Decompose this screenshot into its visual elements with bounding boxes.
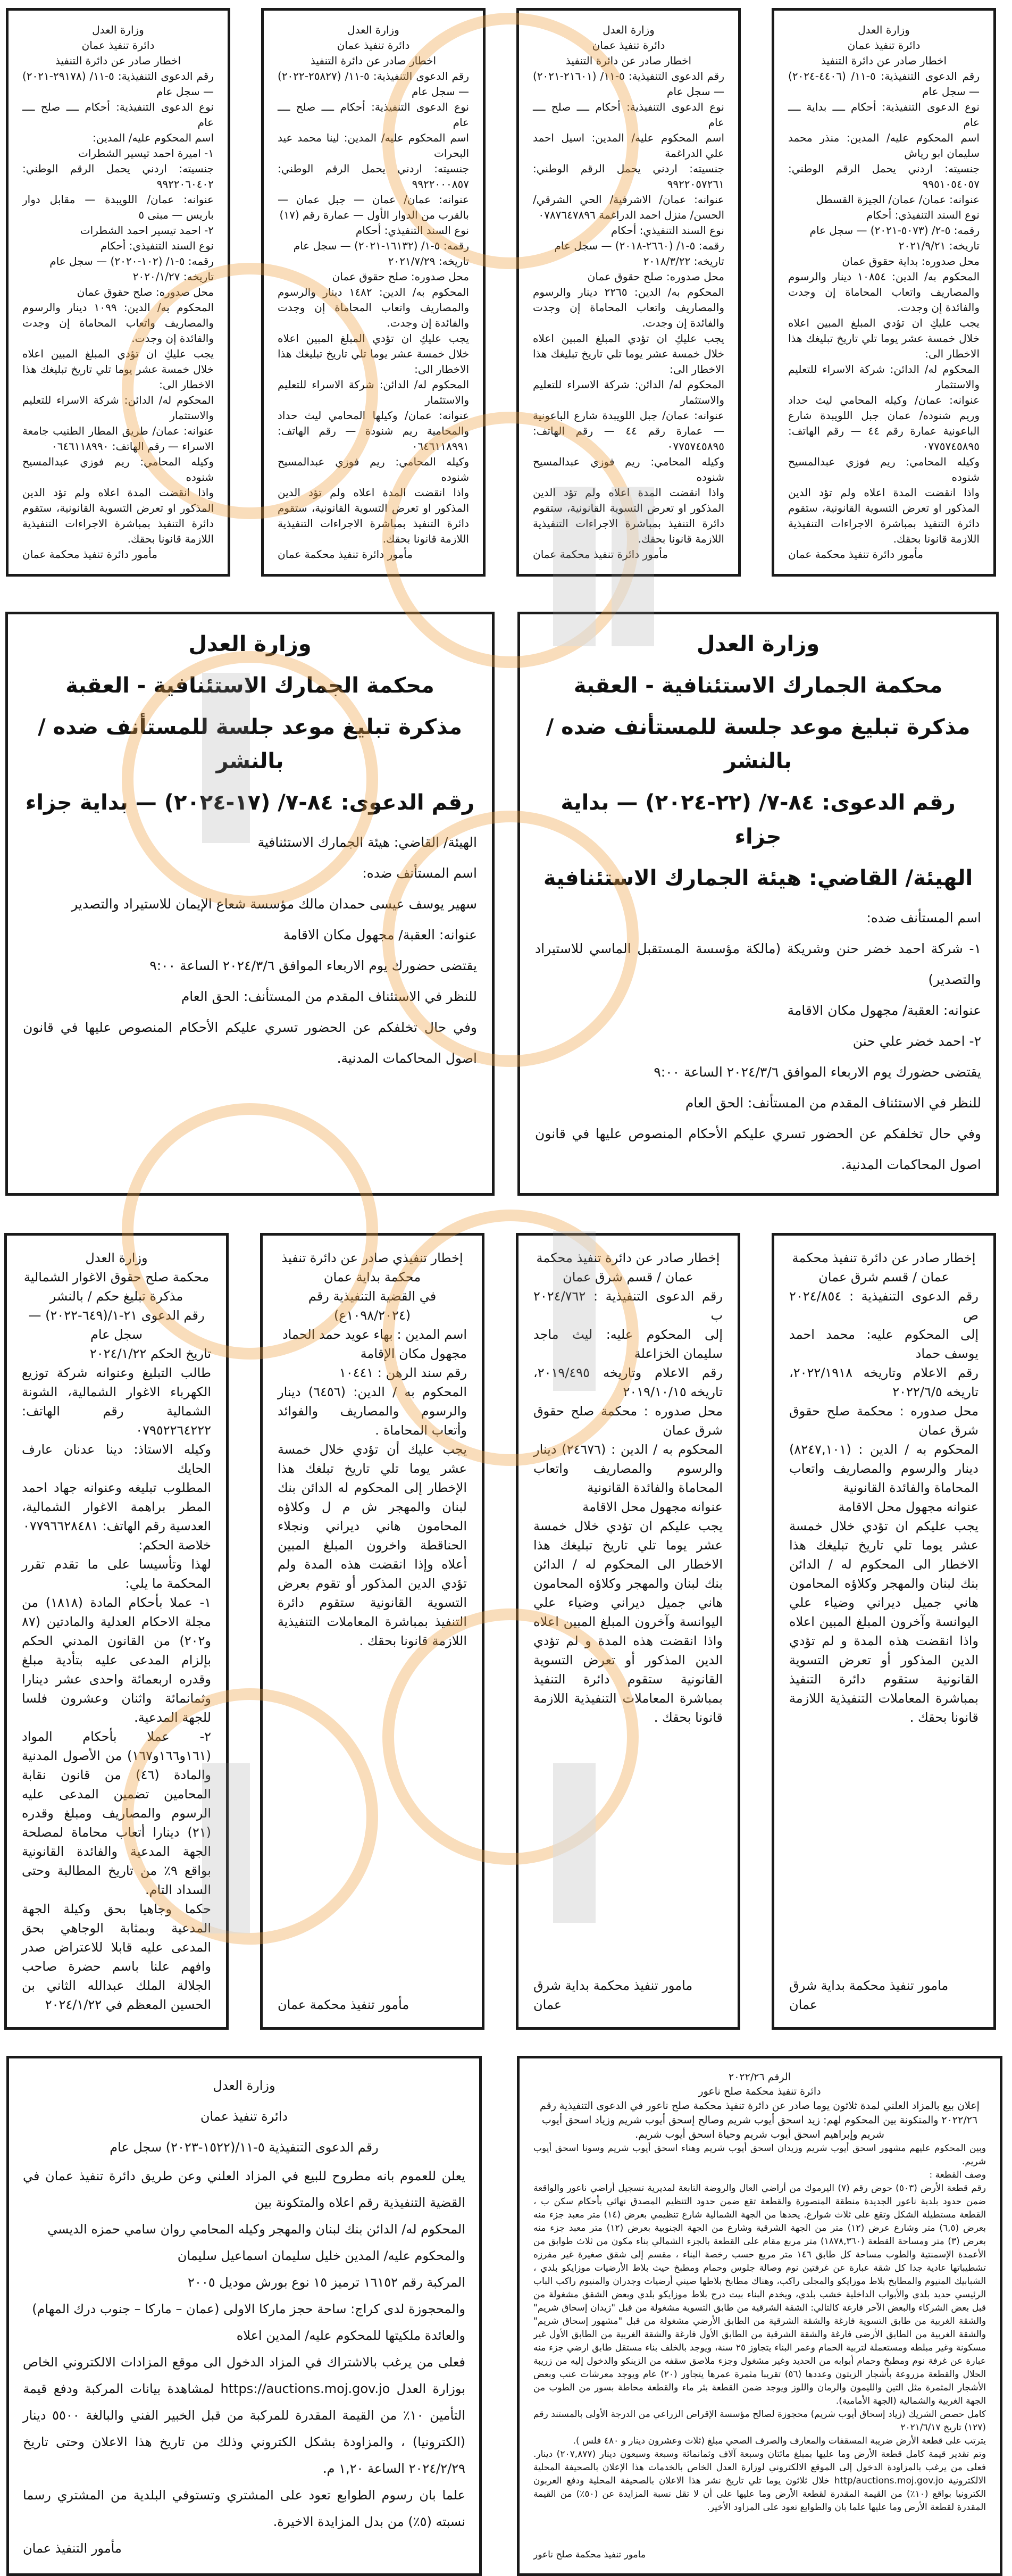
notice-paragraph: يقتضى حضورك يوم الاربعاء الموافق ٢٠٢٤/٣/٦ الساعة ٩:٠٠ xyxy=(654,1064,981,1080)
notice-paragraph: عنوانه: عمان/ جبل اللويبدة شارع الباعونية — عمارة رقم ٤٤ — رقم الهاتف: ٠٧٧٥٧٤٥٨٩٥ xyxy=(533,409,725,453)
notice-paragraph: رقم الدعوى التنفيذية : ٢٠٢٤/٧٦٢ ب xyxy=(533,1289,723,1323)
notice-paragraph: رقم الدعوى التنفيذية: ٥-١١/ (٢٩١٧٨-٢٠٢١) — سجل عام xyxy=(22,70,214,98)
notice-amman-execution-21601 xyxy=(516,8,741,577)
notice-header-line: رقم الدعوى التنفيذية ٥-١١/(١٥٢٢-٢٠٢٣) سجل عام xyxy=(110,2140,379,2155)
notice-paragraph: جنسيته: اردني يحمل الرقم الوطني: ٩٩٢٢٠٥٧٢٦١ xyxy=(533,162,724,190)
notice-amman-execution-4406 xyxy=(772,8,996,577)
notice-header-line: إخطار صادر عن دائرة تنفيذ محكمة عمان / قسم شرق عمان xyxy=(536,1251,720,1285)
notice-paragraph: واذا انقضت المدة اعلاه ولم تؤد الدين المذكور او تعرض التسوية القانونية، ستقوم دائرة التنفيذ بمباشرة الاجراءات التنفيذية اللازمة قانونا بحقك. xyxy=(278,486,469,545)
notice-paragraph: المحكوم به / الدين : (٢٤٦٧٦) دينار والرسوم والمصاريف واتعاب المحاماة والفائدة القانونية xyxy=(533,1442,723,1495)
notice-paragraph: المحكوم به/ الدين: ١٤٨٢ دينار والرسوم والمصاريف واتعاب المحاماة إن وجدت والفائدة إن وجدت. xyxy=(278,286,469,329)
notice-paragraph: واذا انقضت المدة اعلاه ولم تؤد الدين المذكور او تعرض التسوية القانونية، ستقوم دائرة التنفيذ بمباشرة الاجراءات التنفيذية اللازمة قانونا بحقك. xyxy=(533,486,724,545)
notice-paragraph: إلى المحكوم عليه: محمد احمد يوسف حماد xyxy=(789,1327,978,1361)
notice-amman-first-instance-1098 xyxy=(260,1233,484,2030)
top-notices-row xyxy=(0,8,1012,577)
notice-paragraph: نوع السند التنفيذي: أحكام xyxy=(610,224,724,237)
notice-paragraph: يعلن للعموم بانه مطروح للبيع في المزاد العلني وعن طريق دائرة تنفيذ عمان في القضية التنفيذية رقم اعلاه والمتكونة بين xyxy=(23,2169,465,2210)
notice-header xyxy=(278,1248,467,1325)
notice-east-amman-854 xyxy=(772,1233,996,2030)
notice-paragraph: نوع السند التنفيذي: أحكام xyxy=(866,209,980,221)
notice-paragraph: اسم المحكوم عليه/ المدين: xyxy=(93,131,214,144)
notice-header xyxy=(22,1248,211,1344)
notice-paragraph: والمحجوزة لدى كراج: ساحة حجز ماركا الاولى (عمان – ماركا – جنوب درك المهام) xyxy=(32,2302,465,2316)
notice-body xyxy=(278,69,469,547)
notice-paragraph: وكيله المحامي: ريم فوزي عبدالمسيح شنوده xyxy=(22,455,214,483)
notice-header xyxy=(533,22,724,69)
notice-paragraph: رقم الدعوى التنفيذية: ٥-١١/ (٢١٦٠١-٢٠٢١) — سجل عام xyxy=(533,70,724,98)
notice-paragraph: اسم المحكوم عليه/ المدين: اسيل احمد علي الدراغمة xyxy=(533,131,724,160)
notice-signature: مأمور دائرة تنفيذ محكمة عمان xyxy=(278,548,413,561)
notice-paragraph: محل صدوره: صلح حقوق عمان xyxy=(587,270,724,283)
notice-paragraph: وكيله المحامي: ريم فوزي عبدالمسيح شنوده xyxy=(788,455,980,483)
notice-body xyxy=(23,827,477,1180)
notice-header-line: دائرة تنفيذ عمان xyxy=(200,2109,288,2124)
notice-paragraph: اسم المستأنف ضده: xyxy=(362,865,477,881)
notice-paragraph: المحكوم به/ الدين: ١٠٨٥٤ دينار والرسوم والمصاريف واتعاب المحاماة إن وجدت والفائدة إن وجدت. xyxy=(788,270,980,314)
notice-paragraph: واذا انقضت المدة اعلاه ولم تؤد الدين المذكور او تعرض التسوية القانونية، ستقوم دائرة التنفيذ بمباشرة الاجراءات التنفيذية اللازمة قانونا بحقك. xyxy=(788,486,980,545)
notice-header xyxy=(23,627,477,827)
notice-paragraph: اسم المحكوم عليه/ المدين: لينا محمد عيد البحرات xyxy=(278,131,469,160)
notice-paragraph: عنوانه: العقبة/ مجهول مكان الاقامة xyxy=(787,1003,981,1018)
notice-paragraph: عنوانه: العقبة/ مجهول مكان الاقامة xyxy=(283,927,477,943)
notice-paragraph: يجب عليكِ ان تؤدي المبلغ المبين اعلاه خلال خمسة عشر يوما تلي تاريخ تبليغك هذا الاخطار الى: xyxy=(22,347,214,391)
notice-customs-appeal-22 xyxy=(517,612,999,1196)
notice-header xyxy=(22,22,214,69)
notice-paragraph: المحكوم له/ الدائن: شركة الاسراء للتعليم والاستثمار xyxy=(22,394,214,422)
notice-paragraph: جنسيته: اردني يحمل الرقم الوطني: ٩٩٥١٠٥٤٠٥٧ xyxy=(788,162,980,190)
notice-header-line: دائرة تنفيذ محكمة صلح ناعور xyxy=(698,2086,821,2097)
notice-header-line: اخطار صادر عن دائرة التنفيذ xyxy=(55,54,181,67)
notice-paragraph: وكيله المحامي: ريم فوزي عبدالمسيح شنوده xyxy=(278,455,469,483)
notice-paragraph: رقم الدعوى التنفيذية : ٢٠٢٤/٨٥٤ ص xyxy=(789,1289,978,1323)
notice-signature: مامور تنفيذ محكمة بداية شرق عمان xyxy=(789,1978,949,2012)
notice-header-line: اخطار صادر عن دائرة التنفيذ xyxy=(310,54,437,67)
notice-signature: مامور تنفيذ محكمة بداية شرق عمان xyxy=(533,1978,693,2012)
notice-header-line: وزارة العدل xyxy=(188,632,312,656)
notice-paragraph: خلاصة الحكم: xyxy=(138,1538,211,1553)
notice-header xyxy=(23,2070,465,2163)
notice-paragraph: يجب عليكِ ان تؤدي المبلغ المبين اعلاه خلال خمسة عشر يوما تلي تاريخ تبليغك هذا الاخطار الى: xyxy=(533,332,724,376)
notice-paragraph: محل صدوره: بداية حقوق عمان xyxy=(842,255,980,268)
notice-paragraph: رقمه: ٥-١/ (١٦١٣٢-٢٠٢١) — سجل عام xyxy=(293,239,469,252)
notice-body xyxy=(535,903,981,1180)
notice-body xyxy=(23,2163,465,2535)
notice-header-line: محكمة صلح حقوق الاغوار الشمالية xyxy=(23,1270,210,1285)
notice-body xyxy=(278,1325,467,1995)
notice-paragraph: عنوانه: عمان/ عمان/ الجيزة القسطل xyxy=(816,193,980,206)
notice-paragraph: نوع الدعوى التنفيذية: أحكام ــــ صلح ــــ عام xyxy=(22,101,214,129)
notice-paragraph: عنوانه: عمان/ طريق المطار الطنيب جامعة الاسراء — رقم الهاتف: ٠٦٤٦١١٨٩٩٠ xyxy=(22,424,214,453)
notice-signature: مأمور دائرة تنفيذ محكمة عمان xyxy=(533,548,668,561)
notice-header-line: محكمة الجمارك الاستئنافية - العقبة xyxy=(65,673,434,698)
notice-paragraph: حكما وجاهيا بحق وكيلة الجهة المدعية وبمثابة الوجاهي بحق المدعى عليه قابلا للاعتراض صدر وافهم علنا باسم حضرة صاحب الجلالة الملك عبدالله الثاني بن الحسين المعظم في ٢٠٢٤/١/٢٢ xyxy=(22,1902,211,2012)
notice-header-line: دائرة تنفيذ عمان xyxy=(847,39,921,52)
notice-paragraph: عنوانه مجهول محل الاقامة xyxy=(582,1499,723,1514)
notice-paragraph: ٢- احمد خضر علي حنن xyxy=(852,1033,981,1049)
notice-east-amman-762 xyxy=(516,1233,740,2030)
notice-header-line: وزارة العدل xyxy=(696,632,820,656)
notice-paragraph: رقم الدعوى التنفيذية: ٥-١١/ (٤٤٠٦-٢٠٢٤) — سجل عام xyxy=(788,70,980,98)
notice-signature: مأمور التنفيذ عمان xyxy=(23,2541,122,2556)
notice-paragraph: مجهول مكان الإقامة xyxy=(360,1346,467,1361)
notice-header-line: وزارة العدل xyxy=(347,23,399,36)
notice-body xyxy=(788,69,980,547)
notice-header-line: مذكرة تبليغ موعد جلسة للمستأنف ضده / بالنشر xyxy=(38,715,462,773)
notice-paragraph: عنوانه مجهول محل الاقامة xyxy=(838,1499,978,1514)
notice-header-line: وزارة العدل xyxy=(85,1251,148,1265)
notice-paragraph: تاريخه: ٢٠١٨/٣/٢٢ xyxy=(643,255,724,268)
notice-paragraph: سهير يوسف عيسى حمدان مالك مؤسسة شعاع الإيمان للاستيراد والتصدير xyxy=(71,896,477,912)
notice-paragraph: تاريخ الحكم ٢٠٢٤/١/٢٢ xyxy=(89,1346,211,1361)
notice-header-line: رقم الدعوى: ٨٤-٧/ (٢٢-٢٠٢٤) — بداية جزاء xyxy=(561,790,956,849)
notice-paragraph: محل صدوره: صلح حقوق عمان xyxy=(332,270,469,283)
notice-header-line: إخطار تنفيذي صادر عن دائرة تنفيذ محكمة بداية عمان xyxy=(281,1251,463,1285)
notice-paragraph: المحكوم له/ الدائن: شركة الاسراء للتعليم والاستثمار xyxy=(278,378,469,406)
notice-header-line: رقم الدعوى ٢١-١/(٦٤٩-٢٠٢٢) — سجل عام xyxy=(28,1308,205,1342)
notice-paragraph: ٢- عملا بأحكام المواد (١٦١و١٦٦و١٦٧) من الأصول المدنية والمادة (٤٦) من قانون نقابة المحامين تضمين المدعى عليه الرسوم والمصاريف ومبلغ وقدره (٢١) دينارا أتعاب محاماة لمصلحة الجهة المدعية والفائدة القانونية بواقع ٩٪ من تاريخ المطالبة وحتى السداد التام. xyxy=(22,1729,212,1897)
notice-amman-vehicle-auction xyxy=(6,2056,482,2576)
notice-paragraph: نوع الدعوى التنفيذية: أحكام ــــ صلح ــــ عام xyxy=(278,101,469,129)
notice-paragraph: وفي حال تخلفكم عن الحضور تسري عليكم الأحكام المنصوص عليها في قانون اصول المحاكمات المدنية. xyxy=(535,1126,981,1172)
notice-amman-execution-29178 xyxy=(6,8,230,577)
notice-paragraph: المحكوم به/ الدين: ٢٢٦٥ دينار والرسوم والمصاريف واتعاب المحاماة إن وجدت والفائدة إن وجدت. xyxy=(533,286,724,329)
notice-paragraph: رقم سند الرهن : ١٠٤٤١ xyxy=(339,1365,467,1380)
notice-paragraph: المحكوم به / الدين: (٦٤٥٦) دينار والرسوم والمصاريف والفوائد وأتعاب المحاماة . xyxy=(278,1385,467,1438)
notice-paragraph: إلى المحكوم عليه: ليث ماجد سليمان الخزاعلة xyxy=(533,1327,723,1361)
notice-paragraph: يجب عليكم ان تؤدي خلال خمسة عشر يوما تلي تاريخ تبليغك هذا الاخطار الى المحكوم له / الدائن بنك لبنان والمهجر وكلاؤه المحامون هاني جميل ديراني وضياء علي اليوانسة وآخرون المبلغ المبين اعلاه واذا انقضت هذه المدة و لم تؤدي الدين المذكور أو تعرض التسوية القانونية ستقوم دائرة التنفيذ بمباشرة المعاملات التنفيذية اللازمة قانونا بحقك . xyxy=(533,1519,723,1725)
notice-paragraph: وكيله المحامي: ريم فوزي عبدالمسيح شنوده xyxy=(533,455,724,483)
notice-header xyxy=(533,2070,986,2142)
notice-paragraph: ١- عملا بأحكام المادة (١٨١٨) من مجلة الاحكام العدلية والمادتين (٨٧ و٢٠٢) من القانون المدني الحكم بإلزام المدعى عليه بتأدية مبلغ وقدره اربعمائة واحدى عشر دينارا وثمانمائة واثنان وعشرون فلسا للجهة المدعية. xyxy=(22,1595,211,1725)
notice-paragraph: تاريخه: ٢٠٢١/٧/٢٩ xyxy=(388,255,469,268)
notice-header xyxy=(533,1248,723,1287)
notice-paragraph: المحكوم له/ الدائن: شركة الاسراء للتعليم والاستثمار xyxy=(533,378,724,406)
notice-header-line: محكمة الجمارك الاستئنافية - العقبة xyxy=(573,673,943,698)
notice-header-line: وزارة العدل xyxy=(603,23,655,36)
notice-paragraph: والعائدة ملكيتها للمحكوم عليه/ المدين اعلاه xyxy=(236,2328,465,2343)
notice-paragraph: رقم الدعوى التنفيذية: ٥-١١/ (٢٥٨٢٧-٢٠٢٢) — سجل عام xyxy=(278,70,469,98)
notice-paragraph: المحكوم به/ الدين: ١٠٩٩ دينار والرسوم والمصاريف واتعاب المحاماة إن وجدت والفائدة إن وجدت. xyxy=(22,301,214,345)
notice-paragraph: رقمه: ٥-١/ (٢٦٦٠-٢٠١٨) — سجل عام xyxy=(554,239,724,252)
notice-header-line: إخطار صادر عن دائرة تنفيذ محكمة عمان / قسم شرق عمان xyxy=(792,1251,976,1285)
notice-header-line: إعلان بيع بالمزاد العلني لمدة ثلاثون يوما صادر عن دائرة تنفيذ محكمة صلح ناعور في الدعوى التنفيذية رقم ٢٠٢٢/٢٦ والمتكونة بين المحكوم لهم: زيد اسحق أيوب شريم وصالح إسحق أيوب شريم وزياد اسحق أيوب شريم وإبراهيم اسحق أيوب شريم وحياة اسحق أيوب شريم. xyxy=(540,2100,980,2140)
notice-paragraph: وصف القطعة : xyxy=(929,2170,986,2180)
notice-paragraph: عنوانه: عمان/ عمان — جبل عمان — بالقرب من الدوار الأول — عمارة رقم (١٧) xyxy=(278,193,469,221)
notice-paragraph: وفي حال تخلفكم عن الحضور تسري عليكم الأحكام المنصوص عليها في قانون اصول المحاكمات المدنية. xyxy=(23,1020,477,1066)
notice-header-line: وزارة العدل xyxy=(858,23,910,36)
notice-paragraph: نوع السند التنفيذي: أحكام xyxy=(100,239,214,252)
notice-header-line: اخطار صادر عن دائرة التنفيذ xyxy=(821,54,947,67)
notice-paragraph: اسم المحكوم عليه/ المدين: منذر محمد سليمان ابو رياش xyxy=(788,131,980,160)
notice-paragraph: للنظر في الاستئناف المقدم من المستأنف: الحق العام xyxy=(181,989,477,1004)
notice-paragraph: محل صدوره : محكمة صلح حقوق شرق عمان xyxy=(533,1404,723,1438)
notice-paragraph: اسم المدين : بهاء عويد حمد الحماد xyxy=(282,1327,467,1342)
notice-paragraph: علما بان رسوم الطوابع تعود على المشتري وتستوفي البلدية من المشتري رسما نسبته (٥٪) من بدل المزايدة الاخيرة. xyxy=(23,2488,465,2529)
notice-naour-land-auction xyxy=(517,2056,1002,2576)
notice-paragraph: يترتب على قطعة الأرض ضريبة المسقفات والمعارف والصرف الصحي مبلغ (ثلاث وعشرون دينار و ٤٨٠ فلس ). xyxy=(573,2436,986,2446)
notice-header-line: مذكرة تبليغ حكم / بالنشر xyxy=(49,1289,183,1304)
notice-paragraph: جنسيته: اردني يحمل الرقم الوطني: ٩٩٢٢٠٠٠٨٥٧ xyxy=(278,162,469,190)
notice-header xyxy=(278,22,469,69)
notice-paragraph: يجب عليكِ ان تؤدي المبلغ المبين اعلاه خلال خمسة عشر يوما تلي تاريخ تبليغك هذا الاخطار الى: xyxy=(278,332,469,376)
notice-paragraph: تاريخه: ٢٠٢٠/١/٢٧ xyxy=(132,270,214,283)
notice-paragraph: يجب عليكم ان تؤدي خلال خمسة عشر يوما تلي تاريخ تبليغك هذا الاخطار الى المحكوم له / الدائن بنك لبنان والمهجر وكلاؤه المحامون هاني جميل ديراني وضياء علي اليوانسة وآخرون المبلغ المبين اعلاه واذا انقضت هذه المدة و لم تؤدي الدين المذكور أو تعرض التسوية القانونية ستقوم دائرة التنفيذ بمباشرة المعاملات التنفيذية اللازمة قانونا بحقك . xyxy=(789,1519,978,1725)
notice-header-line: مذكرة تبليغ موعد جلسة للمستأنف ضده / بالنشر xyxy=(546,715,971,773)
notice-paragraph: يجب عليكِ ان تؤدي المبلغ المبين اعلاه خلال خمسة عشر يوما تلي تاريخ تبليغك هذا الاخطار الى: xyxy=(788,316,980,360)
notice-paragraph: المحكوم له/ الدائن: شركة الاسراء للتعليم والاستثمار xyxy=(788,363,980,391)
notice-header-line: دائرة تنفيذ عمان xyxy=(81,39,155,52)
notice-paragraph: طالب التبليغ وعنوانه شركة توزيع الكهرباء الاغوار الشمالية، الشونة الشمالية رقم الهاتف: ٠٧٩٥٢٢٦٤٢٢٢ xyxy=(22,1365,211,1438)
notice-paragraph: رقمه: ٥-٢/ (٥٠٧٣-٢٠٢١) — سجل عام xyxy=(809,224,980,237)
notice-body xyxy=(533,69,724,547)
notice-header-line: دائرة تنفيذ عمان xyxy=(337,39,410,52)
notice-paragraph: وكيله الاستاذ: دينا عدنان عارف الحايك xyxy=(22,1442,211,1476)
notice-paragraph: لهذا وتأسيسا على ما تقدم تقرر المحكمة ما يلي: xyxy=(22,1557,211,1591)
notice-body xyxy=(22,1344,211,2014)
notice-header-line: وزارة العدل xyxy=(92,23,144,36)
notice-header-line: في القضية التنفيذية رقم xyxy=(308,1289,437,1304)
notice-header-line: وزارة العدل xyxy=(213,2078,275,2093)
notice-paragraph: الهيئة/ القاضي: هيئة الجمارك الاستئنافية xyxy=(257,835,477,850)
notice-paragraph: محل صدوره : محكمة صلح حقوق شرق عمان xyxy=(789,1404,978,1438)
notice-header-line: (١٠٩٨/٢٠٢٤ع) xyxy=(333,1308,411,1323)
notice-header-line: الهيئة/ القاضي: هيئة الجمارك الاستئنافية xyxy=(543,866,973,890)
notice-paragraph: رقم الاعلام وتاريخه ٢٠٢٢/١٩١٨، تاريخه ٢٠٢٢/٦/٥ xyxy=(789,1365,978,1399)
notice-paragraph: محل صدوره: صلح حقوق عمان xyxy=(77,286,214,298)
notice-paragraph: رقم قطعة الأرض (٥٠٣) حوض رقم (٧) اليرموك من أراضي العال والروضة التابعة لمديرية تسجيل أراضي ناعور والواقعة ضمن حدود بلدية ناعور الجديدة منطقة المنصورة والقطعة تقع ضمن حدود التنظيم المصدق نهائي بأحكام سكن ب ، القطعة مستطيلة الشكل وتقع على ثلاث شوارع. يحدها من الجهة الشمالية شارع تنظيمي بعرض (١٤) متر معبد جزء منه بعرض (٦,٥) متر وشارع عرض (١٢) متر من الجهة الشرقية وشارع من الجهة الجنوبية بعرض (١٢) متر معبد جزء منه بعرض (٣) متر ومساحة القطعة (١٨٧٨,٣٦٠) متر مربع مقام على القطعة بالجزء الشمالي بناء مكون من ثلاث طوابق من الأعمدة الإسمنتية والطوب مساحة كل طابق ١٤٦ متر مربع حسب رخصة البناء ، مقسم إلى شقق صغيرة غير مفرزه تشطيباتها عادية جدا كل شقة عبارة عن غرفتين نوم وصالة جلوس وحمام ومطبخ حيث بلاط الأرضيات موزايكو بلدي ، الشبابيك المنيوم والمطابخ بلاط موزايكو والمجلى راكب، وهناك مطابخ بلاطها صيني أرضيات وجدران والمنيوم راكب الباب الرئيسي حديد بلدي والأبواب الداخلية خشب بلدي، ويخدم البناء بيت درج بلاط موزايكو بلدي وبعض الشقق مشغولة من قبل بعض الشركاء والبعض الآخر فارغة كالتالي: الشقة الشرقية من طابق التسوية مشغولة من قبل "زيدان إسحاق شريم" والشقة الغربية من طابق التسوية فارغة والشقة الشرقية من الطابق الأرضي مشغولة من قبل "مشهور إسحاق شريم" والشقة الغربية من الطابق الأرضي فارغة والشقة الشرقية من الطابق الأول فارغة والشقة الغربية من الطابق الأول غير مسكونة وغير مبلطه ومستعملة لتربية الحمام وعمر البناء يتجاوز ٢٥ سنة، ويوجد بالخلف بناء مستقل طابق ارضي جزء منه عبارة عن غرفة نوم ومطبخ وحمام أبوابه من الحديد وغير مشغول وجزء ملاصق سقفه من الزينكو والدخول إليه من زريبة الحلال والقطعة مزروعة بأشجار الزيتون وعددها (٥٦) تقريبا مثمرة عمرها يتجاوز (٢٠) عام ويوجد معرشات عنب وبعض الأشجار المثمرة مثل التين والليمون والرمان واللوز ويوجد ضمن القطعة بئر ماء والقطعة محاطة بسور من الطوب من الجهة الغربية والشمالية (الجهة الأمامية). xyxy=(533,2183,986,2406)
notice-paragraph: وبين المحكوم عليهم مشهور اسحق أيوب شريم وزيدان اسحق أيوب شريم وهناء اسحق أيوب شريم وسونا اسحق أيوب شريم. xyxy=(533,2143,986,2167)
notice-paragraph: وتم تقدير قيمة كامل قطعة الأرض وما عليها بمبلغ مائتان وسبعة آلاف وثمانمائة وسبعة وسبعون دينار (٢٠٧,٨٧٧) دينار. فعلى من يرغب بالمزاودة الدخول إلى الموقع الالكتروني لوزارة العدل الخاص بالخدمات هذا الإعلان بالصحيفة المحلية الالكترونية http/auctions.moj.gov.jo خلال ثلاثون يوما تلي تاريخ نشر هذا الاعلان بالصحيفة المحلية ودفع العربون الكترونيا بواقع (١٠٪) من القيمة المقدرة لقطعة الأرض وما عليها على أن لا تقل نسبة المزايدة عن (٥٠٪) من القيمة المقدرة لقطعة الأرض وما عليها علما بان والطوابع تعود على المزاود الأخير. xyxy=(533,2449,986,2513)
notice-paragraph: نوع الدعوى التنفيذية: أحكام ــــ بداية ــــ عام xyxy=(788,101,980,129)
notice-paragraph: عنوانه: عمان/ وكيلها المحامي ليث حداد والمحامية ريم شنودة — رقم الهاتف: ٠٦٤٦١١٨٩٩١ xyxy=(278,409,469,453)
notice-paragraph: تاريخه: ٢٠٢١/٩/٢١ xyxy=(898,239,980,252)
notice-paragraph: المركبة رقم ١٦١٥٢ ترميز ١٥ نوع بورش موديل ٢٠٠٥ xyxy=(188,2275,465,2290)
notice-signature: مأمور دائرة تنفيذ محكمة عمان xyxy=(788,548,923,561)
notice-paragraph: واذا انقضت المدة اعلاه ولم تؤد الدين المذكور او تعرض التسوية القانونية، ستقوم دائرة التنفيذ بمباشرة الاجراءات التنفيذية اللازمة قانونا بحقك. xyxy=(22,486,214,545)
notice-paragraph: عنوانه: عمان/ وكيله المحامي ليث حداد وريم شنوده/ عمان جبل اللويبدة شارع الباعونية عمارة رقم ٤٤ — رقم الهاتف: ٠٧٧٥٧٤٥٨٩٥ xyxy=(788,394,980,453)
notice-paragraph: اسم المستأنف ضده: xyxy=(866,910,981,926)
notice-header-line: رقم الدعوى: ٨٤-٧/ (١٧-٢٠٢٤) — بداية جزاء xyxy=(25,790,475,815)
middle-notices-row xyxy=(0,612,1012,1196)
notice-signature: مأمور دائرة تنفيذ محكمة عمان xyxy=(22,548,157,561)
notice-paragraph: كامل حصص الشريك (زياد إسحاق أيوب شريم) محجوزة لصالح مؤسسة الإقراض الزراعي من الدرجة الأولى بالمستند رقم (١٢٧) تاريخ ٢٠٢١/٦/١٧ xyxy=(533,2409,986,2433)
bottom-notices-row xyxy=(0,2056,1012,2576)
notice-paragraph: والمحكوم عليه/ المدين خليل سليمان اسماعيل سليمان xyxy=(177,2248,465,2263)
notice-paragraph: رقمه: ٥-١/ (١٠٢-٢٠٢٠) — سجل عام xyxy=(49,255,214,268)
notice-body xyxy=(533,2142,986,2548)
notice-header xyxy=(789,1248,978,1287)
notice-paragraph: ١- اميرة احمد تيسير الشطرات xyxy=(78,147,214,160)
notice-paragraph: فعلى من يرغب بالاشتراك في المزاد الدخول الى موقع المزادات الالكتروني الخاص بوزارة العدل https://auctions.moj.gov.jo لمشاهدة بيانات المركبة ودفع قيمة التأمين ١٠٪ من القيمة المقدرة للمركبة من قبل الخبير الفني والبالغة ٥٥٠٠ دينار (الكترونيا) ، والمزاودة بشكل الكتروني وذلك من تاريخ هذا الاعلان وحتى تاريخ ٢٠٢٤/٢/٢٩ الساعة ١,٢٠ م. xyxy=(23,2355,465,2476)
notice-header-line: اخطار صادر عن دائرة التنفيذ xyxy=(565,54,692,67)
notice-paragraph: المحكوم له/ الدائن بنك لبنان والمهجر وكيله المحامي روان سامي حمزه الديسي xyxy=(47,2222,465,2237)
notice-paragraph: رقم الاعلام وتاريخه ٢٠١٩/٤٩٥، تاريخه ٢٠١٩/١٠/١٥ xyxy=(533,1365,723,1399)
notice-header-line: الرقم ٢٠٢٢/٢٦ xyxy=(729,2071,791,2083)
notice-header xyxy=(788,22,980,69)
notice-paragraph: جنسيته: اردني يحمل الرقم الوطني: ٩٩٢٢٠٦٠٤٠٢ xyxy=(22,162,214,190)
notice-paragraph: ٢- احمد تيسير احمد الشطرات xyxy=(80,224,214,237)
notice-paragraph: يقتضى حضورك يوم الاربعاء الموافق ٢٠٢٤/٣/٦ الساعة ٩:٠٠ xyxy=(149,958,477,973)
notice-body xyxy=(22,69,214,547)
notice-paragraph: المحكوم به / الدين : (٨٢٤٧,١٠١) دينار والرسوم والمصاريف واتعاب المحاماة والفائدة القانونية xyxy=(789,1442,978,1495)
notice-header-line: دائرة تنفيذ عمان xyxy=(592,39,665,52)
notice-amman-execution-25827 xyxy=(261,8,486,577)
notice-paragraph: نوع الدعوى التنفيذية: أحكام ــــ صلح ــــ عام xyxy=(533,101,724,129)
notice-customs-appeal-17 xyxy=(5,612,495,1196)
notice-paragraph: عنوانه: عمان/ الاشرفية/ الحي الشرقي/ الحسن/ منزل احمد الدراغمة ٠٧٨٧٦٤٧٨٩٦ xyxy=(533,193,724,221)
notice-paragraph: المطلوب تبليغه وعنوانه جهاد احمد المطر براهمة الاغوار الشمالية، العدسية رقم الهاتف: ٠٧٧٩٦٦٢٨٤٨١ xyxy=(22,1480,211,1533)
notice-signature: مأمور تنفيذ محكمة عمان xyxy=(278,1997,409,2012)
notice-northern-jordan-valley-judgment xyxy=(4,1233,229,2030)
notice-signature: مامور تنفيذ محكمة صلح ناعور xyxy=(533,2549,646,2560)
notice-header xyxy=(535,627,981,903)
notice-paragraph: عنوانه: عمان/ اللويبدة — مقابل دوار باريس — مبنى ٥ xyxy=(22,193,214,221)
third-notices-row xyxy=(0,1233,1012,2030)
notice-paragraph: نوع السند التنفيذي: أحكام xyxy=(355,224,469,237)
notice-paragraph: ١- شركة احمد خضر حنن وشريكة (مالكة مؤسسة المستقبل الماسي للاستيراد والتصدير) xyxy=(535,941,981,987)
notice-paragraph: للنظر في الاستئناف المقدم من المستأنف: الحق العام xyxy=(685,1095,981,1111)
notice-body xyxy=(533,1287,723,1976)
notice-paragraph: يجب عليك أن تؤدي خلال خمسة عشر يوما تلي تاريخ تبلغك هذا الإخطار إلى المحكوم له الدائن بنك لبنان والمهجر ش م ل وكلاؤه المحامون هاني ديراني ونجلاء الحناقطة واخرون المبلغ المبين أعلاه وإذا انقضت هذه المدة ولم تؤدي الدين المذكور أو تقوم بعرض التسوية القانونية ستقوم دائرة التنفيذ بمباشرة المعاملات التنفيذية اللازمة قانونا بحقك . xyxy=(278,1442,467,1648)
notice-body xyxy=(789,1287,978,1976)
